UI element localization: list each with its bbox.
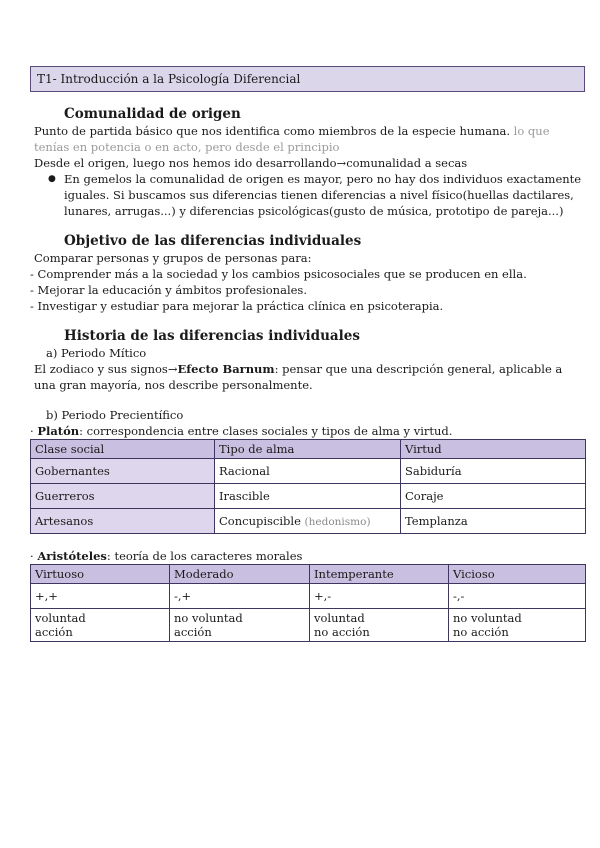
table-cell: -,- [449, 584, 586, 609]
aristoteles-table [30, 564, 586, 642]
cell-line: no acción [453, 625, 509, 639]
heading-comunalidad: Comunalidad de origen [64, 106, 241, 122]
header-cell: Virtud [401, 440, 586, 459]
header-cell: Clase social [31, 440, 215, 459]
table-cell: +,+ [31, 584, 170, 609]
heading-historia: Historia de las diferencias individuales [64, 328, 360, 344]
cell-line: acción [174, 625, 212, 639]
text-zodiaco: El zodiaco y sus signos→ [34, 362, 178, 376]
objective-item: - Investigar y estudiar para mejorar la práctica clínica en psicoterapia. [30, 299, 444, 313]
period-precientifico: b) Periodo Precientífico [46, 408, 184, 422]
header-cell: Tipo de alma [215, 440, 401, 459]
table-cell [215, 509, 401, 534]
paragraph-desde-origen: Desde el origen, luego nos hemos ido desarrollando→comunalidad a secas [34, 156, 468, 170]
cell-line: voluntad [314, 611, 365, 625]
table-row [31, 484, 586, 509]
text-aristoteles: : teoría de los caracteres morales [106, 549, 303, 563]
heading-objetivo: Objetivo de las diferencias individuales [64, 233, 362, 249]
text-punto-partida: Punto de partida básico que nos identifica como miembros de la especie humana. [34, 124, 511, 138]
paragraph-punto-partida [30, 123, 585, 155]
platon-table [30, 439, 586, 534]
text-concupiscible: Concupiscible [219, 513, 301, 528]
paragraph-comparar: Comparar personas y grupos de personas para: [34, 251, 312, 265]
table-row [31, 609, 586, 642]
table-cell: Sabiduría [401, 459, 586, 484]
cell-line: no voluntad [174, 611, 243, 625]
objective-item: - Comprender más a la sociedad y los cambios psicosociales que se producen en ella. [30, 267, 527, 281]
table-cell [449, 609, 586, 642]
objective-item: - Mejorar la educación y ámbitos profesionales. [30, 283, 307, 297]
table-cell: Racional [215, 459, 401, 484]
table-cell: -,+ [170, 584, 310, 609]
header-cell: Vicioso [449, 565, 586, 584]
header-cell: Virtuoso [31, 565, 170, 584]
text-barnum-def: : pensar que una descripción general, aplicable a una gran mayoría, nos describe personalmente. [34, 362, 563, 392]
table-cell: +,- [310, 584, 449, 609]
paragraph-platon: · Platón: correspondencia entre clases sociales y tipos de alma y virtud. [30, 424, 453, 438]
table-cell [170, 609, 310, 642]
table-cell [31, 609, 170, 642]
table-row [31, 584, 586, 609]
table-cell: Gobernantes [31, 459, 215, 484]
document-page [30, 66, 585, 642]
text-platon: : correspondencia entre clases sociales y tipos de alma y virtud. [79, 424, 453, 438]
table-cell [310, 609, 449, 642]
table-row [31, 509, 586, 534]
table-cell: Coraje [401, 484, 586, 509]
table-header-row [31, 440, 586, 459]
table-cell: Guerreros [31, 484, 215, 509]
table-cell: Irascible [215, 484, 401, 509]
term-aristoteles: Aristóteles [37, 549, 107, 563]
table-header-row [31, 565, 586, 584]
header-cell: Intemperante [310, 565, 449, 584]
cell-line: no acción [314, 625, 370, 639]
term-platon: Platón [37, 424, 80, 438]
cell-line: no voluntad [453, 611, 522, 625]
gray-note-potencia: lo que tenías en potencia o en acto, pero desde el principio [34, 124, 550, 154]
page-title: T1- Introducción a la Psicología Diferencial [30, 66, 585, 92]
bullet-list [30, 171, 585, 219]
table-row [31, 459, 586, 484]
note-hedonismo: (hedonismo) [304, 515, 371, 528]
table-cell: Artesanos [31, 509, 215, 534]
term-efecto-barnum: Efecto Barnum [177, 362, 275, 376]
paragraph-aristoteles: · Aristóteles: teoría de los caracteres morales [30, 549, 303, 563]
cell-line: acción [35, 625, 73, 639]
bullet-gemelos: ● En gemelos la comunalidad de origen es mayor, pero no hay dos individuos exactamente iguales. Si buscamos sus diferencias tienen diferencias a nivel físico(huellas dactilares, lunares, arrugas...) y diferencias psicológicas(gusto de música, prototipo de pareja...) [64, 171, 585, 219]
paragraph-zodiaco [30, 361, 585, 393]
cell-line: voluntad [35, 611, 86, 625]
period-mitico: a) Periodo Mítico [46, 346, 147, 360]
table-cell: Templanza [401, 509, 586, 534]
header-cell: Moderado [170, 565, 310, 584]
